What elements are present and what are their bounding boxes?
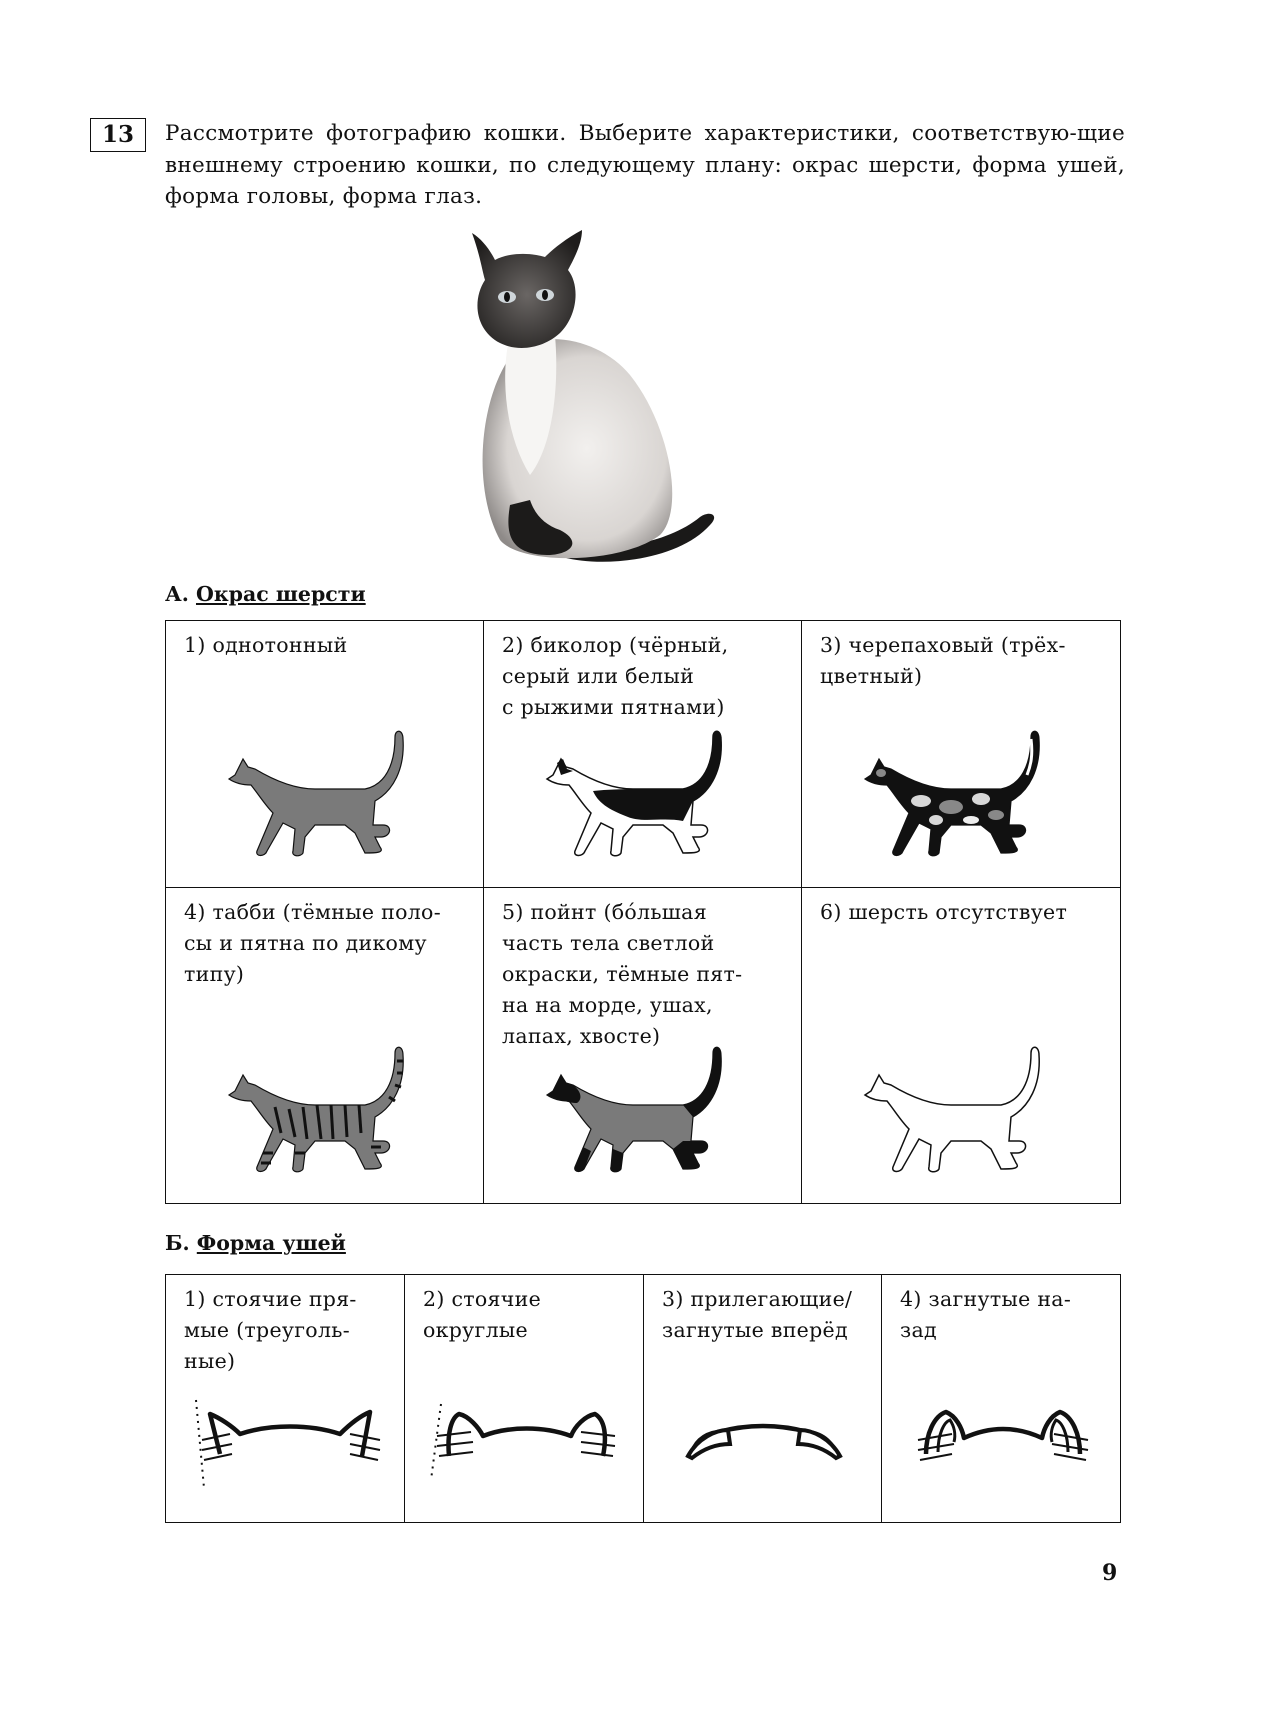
section-b-prefix: Б. <box>165 1231 190 1255</box>
coat-color-table <box>165 620 1121 1204</box>
coat-option-5[interactable] <box>484 888 802 1204</box>
ear-option-label: 3) прилегающие/ загнутые вперёд <box>662 1287 853 1342</box>
ear-option-3[interactable] <box>644 1275 882 1523</box>
ear-shape-table <box>165 1274 1121 1523</box>
task-number: 13 <box>90 118 146 152</box>
coat-option-label: 5) пойнт (бóльшая часть тела светлой окраски, тёмные пят- на на морде, ушах, лапах, хвосте) <box>502 900 743 1048</box>
coat-option-4[interactable] <box>166 888 484 1204</box>
task-text: Рассмотрите фотографию кошки. Выберите характеристики, соответствую-щие внешнему строению кошки, по следующему плану: окрас шерсти, форма ушей, форма головы, форма глаз. <box>165 121 1125 209</box>
section-a-heading <box>165 582 366 606</box>
coat-option-6[interactable] <box>802 888 1121 1204</box>
ear-option-label: 1) стоячие пря- мые (треуголь- ные) <box>184 1287 357 1373</box>
folded-ears-icon <box>644 1394 881 1494</box>
ear-option-1[interactable] <box>166 1275 405 1523</box>
cat-photo <box>410 225 740 575</box>
coat-option-label: 4) табби (тёмные поло- сы и пятна по дикому типу) <box>184 900 441 986</box>
straight-ears-icon <box>166 1394 404 1494</box>
tabby-cat-icon <box>166 1041 483 1191</box>
point-cat-icon <box>484 1041 801 1191</box>
rounded-ears-icon <box>405 1394 643 1494</box>
coat-option-label: 1) однотонный <box>184 633 348 657</box>
solid-cat-icon <box>166 725 483 875</box>
coat-option-label: 2) биколор (чёрный, серый или белый с рыжими пятнами) <box>502 633 729 719</box>
page-number: 9 <box>1102 1560 1118 1586</box>
ear-option-4[interactable] <box>882 1275 1121 1523</box>
coat-option-label: 3) черепаховый (трёх- цветный) <box>820 633 1066 688</box>
bicolor-cat-icon <box>484 725 801 875</box>
ear-option-label: 4) загнутые на- зад <box>900 1287 1072 1342</box>
section-a-prefix: А. <box>165 582 189 606</box>
tortoiseshell-cat-icon <box>802 725 1120 875</box>
section-b-heading <box>165 1231 346 1255</box>
section-a-title: Окрас шерсти <box>195 582 366 606</box>
curled-ears-icon <box>882 1394 1120 1494</box>
hairless-cat-icon <box>802 1041 1120 1191</box>
ear-option-label: 2) стоячие округлые <box>423 1287 542 1342</box>
coat-option-2[interactable] <box>484 621 802 888</box>
coat-option-1[interactable] <box>166 621 484 888</box>
ear-option-2[interactable] <box>405 1275 644 1523</box>
coat-option-3[interactable] <box>802 621 1121 888</box>
section-b-title: Форма ушей <box>196 1231 346 1255</box>
coat-option-label: 6) шерсть отсутствует <box>820 900 1068 924</box>
